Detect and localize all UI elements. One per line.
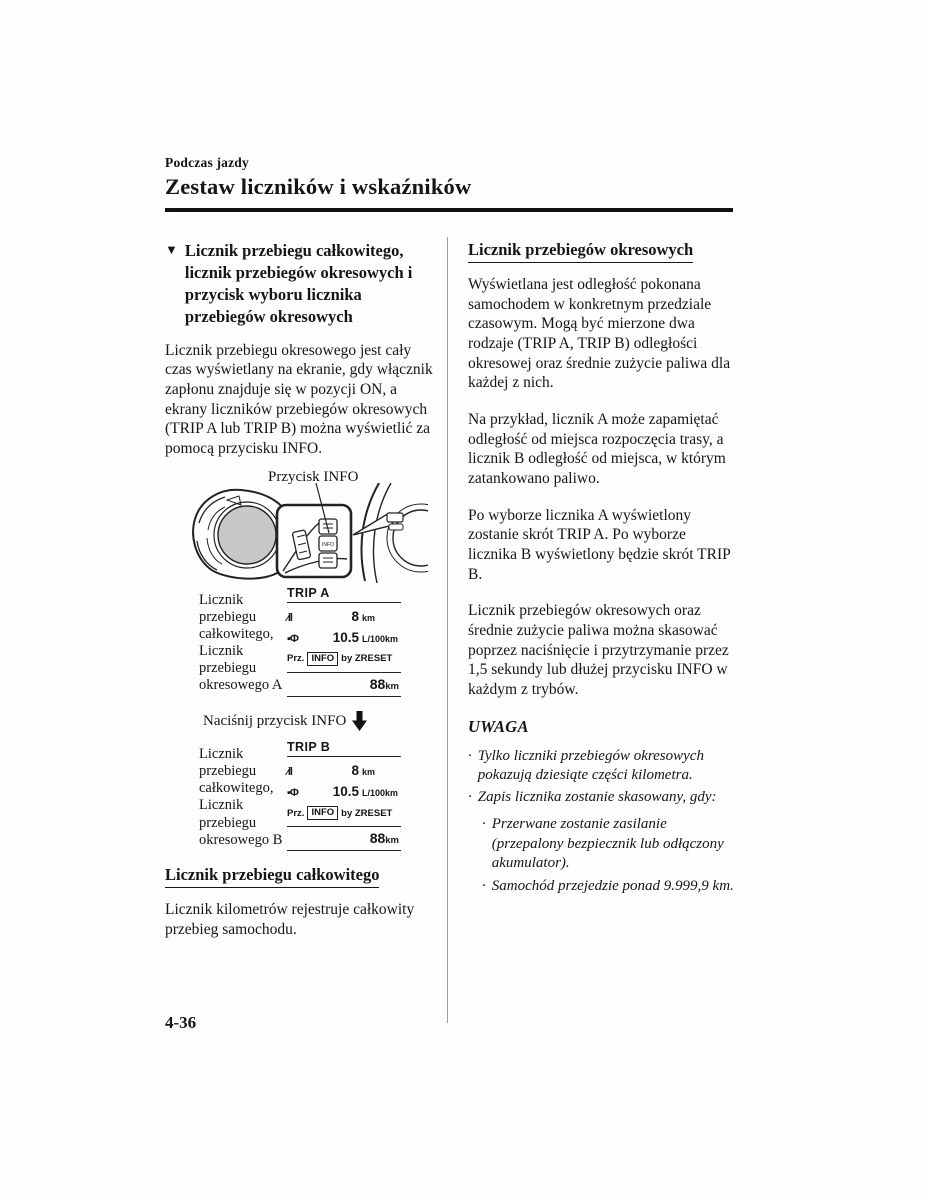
intro-paragraph: Licznik przebiegu okresowego jest cały czas wyświetlany na ekranie, gdy włącznik zapłonu znajduje się w pozycji ON, a ekrany liczników przebiegów okresowych (TRIP A lub TRIP B) można wyświetlić za pomocą przycisku INFO. xyxy=(165,341,433,458)
right-column xyxy=(468,240,735,899)
page-header xyxy=(165,155,733,212)
fuel-consumption-icon: ▪Φ xyxy=(287,787,298,800)
info-button-box: INFO xyxy=(307,806,338,820)
down-arrow-icon xyxy=(352,711,367,731)
list-item xyxy=(482,815,735,874)
trip-a-odometer xyxy=(287,672,401,697)
trip-b-block xyxy=(165,739,437,851)
info-button-box: INFO xyxy=(307,652,338,666)
paragraph: Wyświetlana jest odległość pokonana samochodem w konkretnym przedziale czasowym. Mogą być mierzone dwa rodzaje (TRIP A, TRIP B) odległości okresowej oraz średnie zużycie paliwa dla każdej z nich. xyxy=(468,276,731,392)
trip-a-caption: Licznik przebiegu całkowitego, Licznik przebiegu okresowego A xyxy=(199,591,283,694)
figure-callout-label: Przycisk INFO xyxy=(268,468,359,485)
trip-a-reset-line xyxy=(287,652,401,666)
odometer-unit: km xyxy=(385,681,399,693)
page-number: 4-36 xyxy=(165,1013,197,1032)
trip-a-distance-value: 8 xyxy=(351,608,359,624)
paragraph: Na przykład, licznik A może zapamiętać odległość od miejsca rozpoczęcia trasy, a licznik B odległość od miejsca, w którym zatankowano paliwo. xyxy=(468,411,726,488)
reset-prefix: Prz. xyxy=(287,807,305,819)
total-odometer-heading: Licznik przebiegu całkowitego xyxy=(165,865,379,888)
trip-b-display xyxy=(287,739,401,851)
bullet-dot: · xyxy=(468,788,472,805)
trip-meters-heading: Licznik przebiegów okresowych xyxy=(468,240,693,263)
odometer-value: 88 xyxy=(369,676,386,693)
odometer-value: 88 xyxy=(369,830,386,847)
bullet-dot: · xyxy=(482,816,486,833)
section-heading-text: Licznik przebiegu całkowitego, licznik przebiegów okresowych i przycisk wyboru licznika przebiegów okresowych xyxy=(184,241,413,326)
total-odometer-paragraph: Licznik kilometrów rejestruje całkowity przebieg samochodu. xyxy=(165,901,415,939)
page-title: Zestaw liczników i wskaźników xyxy=(165,174,472,199)
press-info-line xyxy=(203,711,437,731)
trip-distance-icon: ⁄il xyxy=(287,766,292,779)
title-rule xyxy=(165,208,733,212)
trip-a-display xyxy=(287,585,401,697)
trip-b-distance-row xyxy=(287,763,401,778)
list-item xyxy=(468,747,735,786)
bullet-dot: · xyxy=(468,747,472,764)
trip-a-title: TRIP A xyxy=(287,586,401,603)
bullet-dot: · xyxy=(482,877,486,894)
paragraph: Po wyborze licznika A wyświetlony zostanie skrót TRIP A. Po wyborze licznika B wyświetlony będzie skrót TRIP B. xyxy=(468,506,731,583)
reset-suffix: by ZRESET xyxy=(341,653,393,665)
note-sub-bullet-text: Samochód przejedzie ponad 9.999,9 km. xyxy=(491,877,734,894)
note-list xyxy=(468,747,735,897)
chapter-label: Podczas jazdy xyxy=(165,155,249,170)
trip-b-fuel-row xyxy=(287,784,401,799)
paragraph: Licznik przebiegów okresowych oraz średnie zużycie paliwa można skasować poprzez naciśnięcie i przytrzymanie przez 1,5 sekundy lub dłużej przycisku INFO w każdym z trybów. xyxy=(468,602,729,699)
note-sub-bullet-text: Przerwane zostanie zasilanie (przepalony bezpiecznik lub odłączony akumulator). xyxy=(491,816,724,872)
note-bullet-text: Tylko liczniki przebiegów okresowych pokazują dziesiąte części kilometra. xyxy=(477,747,704,784)
trip-a-fuel-unit: L/100km xyxy=(362,633,399,644)
trip-b-caption: Licznik przebiegu całkowitego, Licznik przebiegu okresowego B xyxy=(199,746,283,848)
reset-suffix: by ZRESET xyxy=(341,807,393,819)
trip-distance-icon: ⁄il xyxy=(287,611,292,624)
reset-prefix: Prz. xyxy=(287,653,305,665)
trip-a-fuel-row xyxy=(287,630,401,645)
press-info-text: Naciśnij przycisk INFO xyxy=(203,712,347,729)
list-item xyxy=(468,788,735,808)
cluster-figure xyxy=(165,469,437,581)
svg-text:INFO: INFO xyxy=(322,541,334,548)
note-heading: UWAGA xyxy=(468,716,529,736)
fuel-consumption-icon: ▪Φ xyxy=(287,632,298,645)
note-sub-list xyxy=(482,815,735,896)
trip-b-distance-value: 8 xyxy=(351,763,359,779)
trip-a-fuel-value: 10.5 xyxy=(332,629,359,645)
trip-a-distance-unit: km xyxy=(362,612,376,623)
note-bullet-text: Zapis licznika zostanie skasowany, gdy: xyxy=(477,788,717,805)
cluster-illustration xyxy=(183,483,428,583)
section-heading xyxy=(165,240,437,328)
list-item xyxy=(482,877,735,897)
odometer-unit: km xyxy=(385,835,399,847)
left-column xyxy=(165,240,437,940)
trip-b-odometer xyxy=(287,826,401,851)
trip-b-distance-unit: km xyxy=(362,767,376,778)
trip-b-fuel-value: 10.5 xyxy=(332,784,359,800)
trip-b-title: TRIP B xyxy=(287,740,401,757)
triangle-marker-icon: ▼ xyxy=(165,242,178,257)
trip-a-distance-row xyxy=(287,609,401,624)
column-divider xyxy=(447,237,448,1023)
trip-a-block xyxy=(165,585,437,697)
trip-b-fuel-unit: L/100km xyxy=(362,788,399,799)
total-odometer-section xyxy=(165,865,437,939)
trip-b-reset-line xyxy=(287,806,401,820)
